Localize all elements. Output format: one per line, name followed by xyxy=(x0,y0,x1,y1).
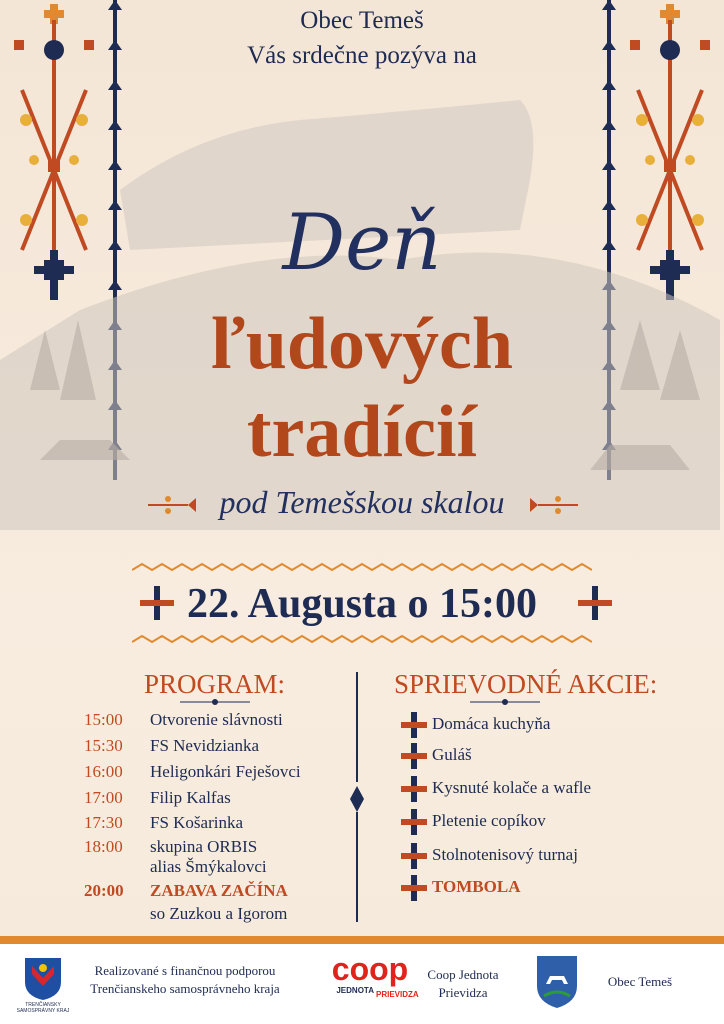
tsk-coat-of-arms-icon xyxy=(22,956,64,1000)
coop-logo-jednota: JEDNOTA xyxy=(336,986,374,995)
program-row xyxy=(84,710,283,730)
support-line-1: Realizované s finančnou podporou xyxy=(94,963,276,978)
support-line-2: Trenčianskeho samosprávneho kraja xyxy=(90,981,280,996)
footer xyxy=(0,944,724,1024)
program-row xyxy=(84,881,288,901)
event-item xyxy=(396,809,546,835)
events-heading: SPRIEVODNÉ AKCIE: xyxy=(394,669,658,699)
event-item xyxy=(396,712,550,738)
event-item xyxy=(396,843,578,869)
event-label: Kysnuté kolače a wafle xyxy=(432,777,592,797)
program-time: 18:00 xyxy=(84,837,123,856)
program-time: 15:30 xyxy=(84,736,123,755)
event-date: 22. Augusta o 15:00 xyxy=(186,581,538,627)
cross-ornament-right-icon xyxy=(578,586,612,620)
event-label: Guláš xyxy=(432,744,472,764)
title-script: Deň xyxy=(282,198,442,288)
program-time: 15:00 xyxy=(84,710,123,729)
event-label: Pletenie copíkov xyxy=(432,810,546,830)
organizer-line: Obec Temeš xyxy=(300,7,424,34)
program-row xyxy=(84,788,231,808)
event-item xyxy=(396,875,520,901)
program-row xyxy=(84,762,301,782)
program-name: Otvorenie slávnosti xyxy=(150,710,283,729)
program-row xyxy=(84,736,259,756)
program-time: 17:30 xyxy=(84,813,123,832)
subtitle: pod Temešskou skalou xyxy=(219,484,505,520)
divider-diamond-icon xyxy=(350,786,364,812)
folk-cross-icon xyxy=(396,809,432,835)
invitation-line: Vás srdečne pozýva na xyxy=(247,42,477,69)
program-heading: PROGRAM: xyxy=(144,669,286,699)
title-line-3: tradícií xyxy=(246,391,478,473)
coop-logo: coop xyxy=(331,951,409,987)
folk-cross-icon xyxy=(396,843,432,869)
coop-logo-prievidza: PRIEVIDZA xyxy=(376,990,419,999)
program-row xyxy=(84,837,257,857)
folk-cross-icon xyxy=(396,875,432,901)
program-row xyxy=(84,813,243,833)
zigzag-band-top xyxy=(132,562,592,572)
obec-name: Obec Temeš xyxy=(607,974,673,989)
event-item xyxy=(396,776,591,802)
event-label: Domáca kuchyňa xyxy=(432,713,551,733)
flourish-right-icon xyxy=(530,494,578,516)
event-label: Stolnotenisový turnaj xyxy=(432,844,578,864)
coop-line-1: Coop Jednota xyxy=(427,967,499,982)
program-time: 16:00 xyxy=(84,762,123,781)
program-name: FS Košarinka xyxy=(150,813,244,832)
tsk-logo-text: TRENČIANSKY SAMOSPRÁVNY KRAJ xyxy=(16,1002,70,1014)
program-time: 17:00 xyxy=(84,788,123,807)
program-name: skupina ORBIS xyxy=(150,837,258,856)
program-heading-ornament xyxy=(180,698,250,706)
folk-cross-icon xyxy=(396,712,432,738)
event-label: TOMBOLA xyxy=(432,876,521,896)
program-subname: alias Šmýkalovci xyxy=(150,857,267,876)
program-time: 20:00 xyxy=(84,881,124,900)
event-item xyxy=(396,743,472,769)
program-name: Heligonkári Feješovci xyxy=(150,762,301,781)
zigzag-band-footer xyxy=(0,936,724,944)
program-name: Filip Kalfas xyxy=(150,788,231,807)
zigzag-band-bottom xyxy=(132,634,592,644)
temes-coat-of-arms-icon xyxy=(534,954,580,1008)
title-line-2: ľudových xyxy=(211,303,513,385)
folk-cross-icon xyxy=(396,776,432,802)
folk-cross-icon xyxy=(396,743,432,769)
program-subname: so Zuzkou a Igorom xyxy=(150,904,288,923)
program-name: ZABAVA ZAČÍNA xyxy=(150,881,288,900)
events-heading-ornament xyxy=(470,698,540,706)
coop-line-2: Prievidza xyxy=(438,985,488,1000)
program-name: FS Nevidzianka xyxy=(150,736,260,755)
